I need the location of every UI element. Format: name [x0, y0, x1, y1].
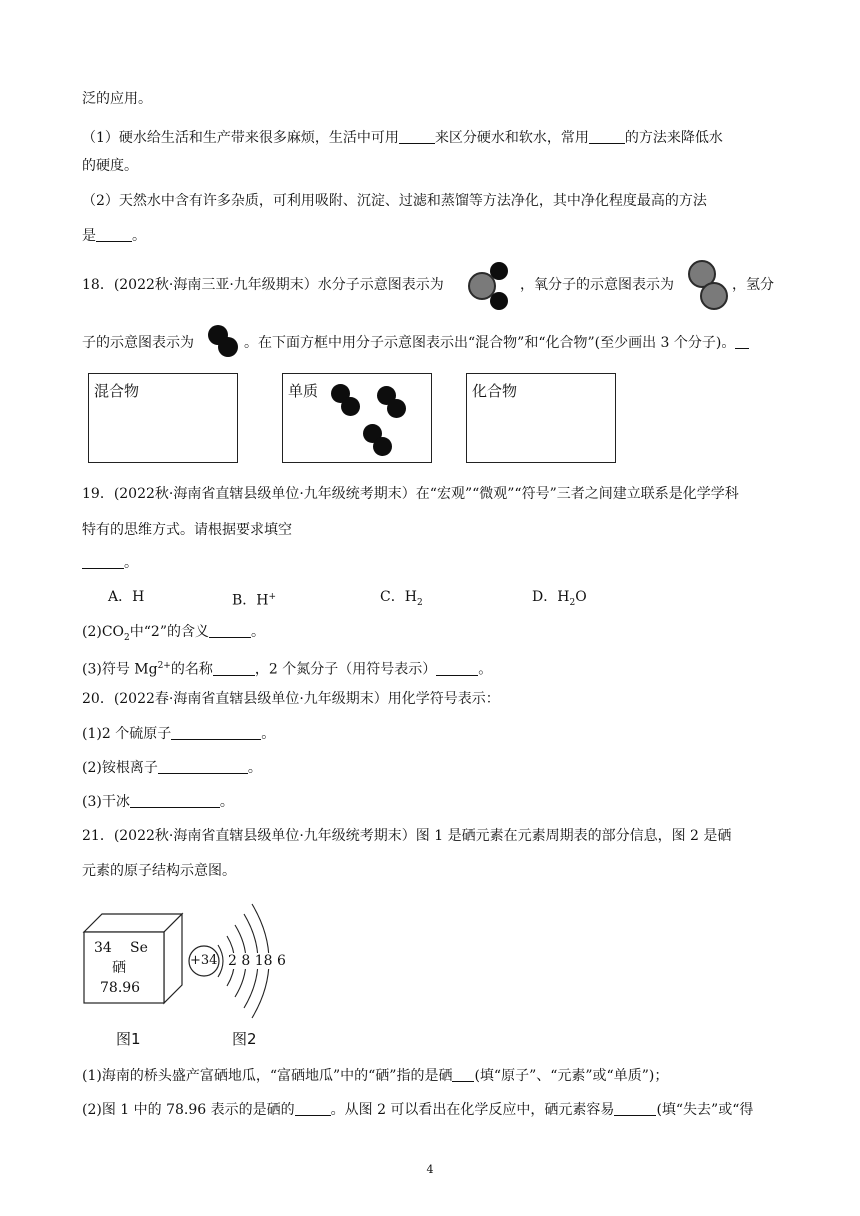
q20-part2: (2)铵根离子 。 — [82, 760, 262, 776]
answer-blank[interactable] — [158, 759, 248, 774]
text-line: 是 。 — [82, 228, 146, 244]
answer-blank[interactable] — [171, 725, 261, 740]
option-b[interactable]: B．H+ — [232, 592, 277, 609]
answer-blank[interactable] — [436, 661, 478, 676]
box-label: 混合物 — [94, 382, 140, 400]
molecule-icon — [377, 386, 409, 420]
answer-blank[interactable] — [96, 227, 132, 242]
element-symbol: Se — [130, 940, 148, 956]
mixture-box[interactable] — [88, 373, 238, 463]
molecule-icon — [363, 424, 395, 458]
molecule-icon — [331, 384, 363, 418]
compound-box[interactable] — [466, 373, 616, 463]
figure-1-caption: 图1 — [116, 1030, 141, 1048]
shell-electrons: 2 8 18 6 — [228, 953, 286, 969]
q19-part3: (3)符号 $Mg^{2+}$的名称 ，2 个氮分子（用符号表示） 。 — [82, 661, 493, 678]
q21-stem: 21．(2022秋·海南省直辖县级单位·九年级统考期末）图 1 是硒元素在元素周期表的部分信息，图 2 是硒 — [82, 828, 732, 844]
text-line: 特有的思维方式。请根据要求填空 — [82, 522, 292, 538]
option-d[interactable]: D．$H_2O$ — [532, 589, 587, 608]
text-line: ，氧分子的示意图表示为 — [520, 277, 674, 293]
text-line: 泛的应用。 — [82, 91, 152, 107]
q20-part1: (1)2 个硫原子 。 — [82, 726, 276, 742]
element-box — [282, 373, 432, 463]
hydrogen-molecule-icon — [208, 325, 240, 359]
water-molecule-icon — [468, 262, 514, 310]
box-label: 化合物 — [472, 382, 518, 400]
q17-part1: （1）硬水给生活和生产带来很多麻烦，生活中可用 来区分硬水和软水，常用 的方法来降低水 — [82, 130, 723, 146]
q18-stem: 18．(2022秋·海南三亚·九年级期末）水分子示意图表示为 — [82, 277, 444, 293]
atomic-mass: 78.96 — [100, 980, 141, 996]
answer-blank[interactable] — [82, 554, 124, 569]
options-row — [108, 587, 628, 607]
text-line: 子的示意图表示为 — [82, 335, 194, 351]
page-number: 4 — [426, 1163, 434, 1176]
answer-blank[interactable] — [452, 1067, 474, 1082]
q19-stem: 19．(2022秋·海南省直辖县级单位·九年级统考期末）在“宏观”“微观”“符号”三者之间建立联系是化学学科 — [82, 486, 739, 502]
q20-part3: (3)干冰 。 — [82, 794, 234, 810]
text-line: 元素的原子结构示意图。 — [82, 863, 236, 879]
element-name: 硒 — [112, 960, 126, 976]
selenium-figure — [82, 890, 286, 1050]
q21-part1: (1)海南的桥头盛产富硒地瓜，“富硒地瓜”中的“硒”指的是硒 (填“原子”、“元素”或“单质”)； — [82, 1068, 669, 1084]
q17-part2: （2）天然水中含有许多杂质，可利用吸附、沉淀、过滤和蒸馏等方法净化，其中净化程度最高的方法 — [82, 193, 707, 209]
text-line: ，氢分 — [732, 277, 774, 293]
answer-blank[interactable] — [130, 793, 220, 808]
oxygen-molecule-icon — [688, 260, 730, 312]
q19-part2: $(2)CO_2$中“2”的含义 。 — [82, 624, 265, 643]
answer-blank[interactable] — [614, 1101, 656, 1116]
q21-part2: (2)图 1 中的 78.96 表示的是硒的 。从图 2 可以看出在化学反应中，硒元素容易 (填“失去”或“得 — [82, 1102, 754, 1118]
option-c[interactable]: C．$H_2$ — [380, 589, 423, 608]
box-label: 单质 — [288, 382, 319, 400]
answer-blank[interactable] — [399, 129, 435, 144]
answer-blank[interactable] — [295, 1101, 331, 1116]
q19-part1: 。 — [82, 553, 138, 573]
answer-blank[interactable] — [589, 129, 625, 144]
text-line: 的硬度。 — [82, 158, 138, 174]
answer-blank[interactable] — [735, 334, 749, 349]
text-line: 。在下面方框中用分子示意图表示出“混合物”和“化合物”(至少画出 3 个分子)。 — [244, 333, 749, 353]
answer-blank[interactable] — [209, 623, 251, 638]
option-a[interactable]: A．H — [108, 589, 145, 605]
nucleus-charge: +34 — [190, 953, 218, 968]
figure-2-caption: 图2 — [232, 1030, 257, 1048]
atomic-number: 34 — [94, 940, 112, 956]
q20-stem: 20．(2022春·海南省直辖县级单位·九年级期末）用化学符号表示： — [82, 691, 500, 707]
answer-blank[interactable] — [213, 661, 255, 676]
